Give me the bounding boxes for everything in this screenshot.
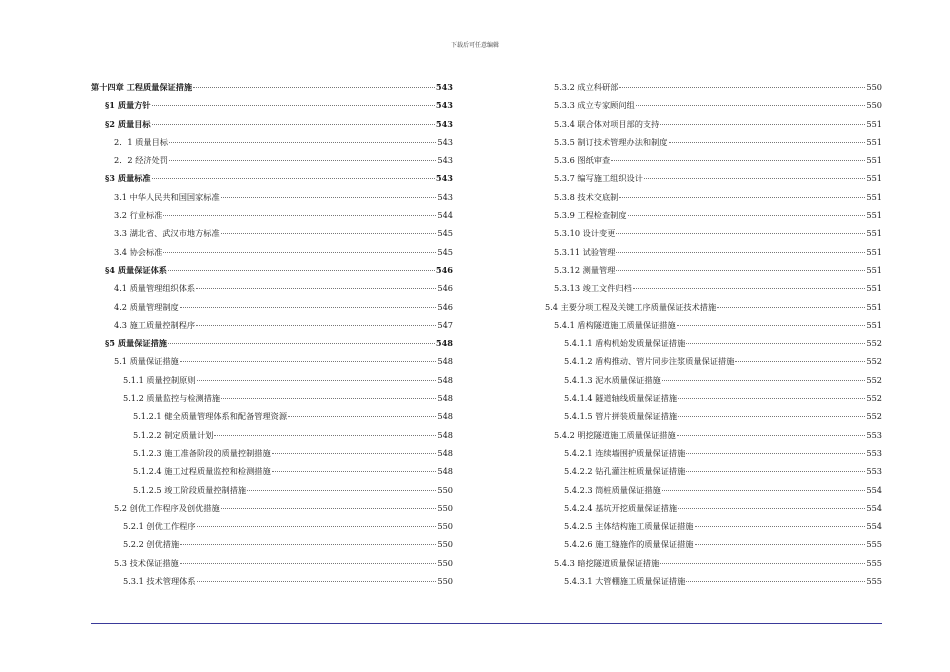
toc-entry[interactable] xyxy=(545,192,882,210)
toc-entry-title: 5.1.2 质量监控与检测措施 xyxy=(123,393,221,404)
toc-entry-page-number: 551 xyxy=(866,319,882,330)
toc-entry-page-number: 555 xyxy=(866,557,882,568)
toc-entry[interactable] xyxy=(545,228,882,246)
toc-entry-title: 5.1.2.3 施工准备阶段的质量控制措施 xyxy=(133,447,271,458)
toc-entry[interactable] xyxy=(91,466,453,484)
toc-entry-title: 5.4.1.3 泥水质量保证措施 xyxy=(564,374,661,385)
toc-entry[interactable] xyxy=(91,485,453,503)
toc-entry-title: 5.4.3.1 大管棚施工质量保证措施 xyxy=(564,576,686,587)
dot-leader xyxy=(678,416,865,417)
toc-entry[interactable] xyxy=(91,119,453,137)
toc-entry-title: 5.3.9 工程检查制度 xyxy=(554,210,627,221)
toc-entry-title: 5.1.2.5 竣工阶段质量控制措施 xyxy=(133,484,247,495)
toc-entry-title: 5.3.13 竣工文件归档 xyxy=(554,283,632,294)
dot-leader xyxy=(616,270,865,271)
toc-entry-title: §3 质量标准 xyxy=(105,173,151,184)
toc-entry-page-number: 554 xyxy=(866,521,882,532)
toc-entry[interactable] xyxy=(91,100,453,118)
dot-leader xyxy=(660,124,865,125)
dot-leader xyxy=(686,453,865,454)
dot-leader xyxy=(644,178,865,179)
dot-leader xyxy=(695,544,866,545)
dot-leader xyxy=(717,307,865,308)
toc-entry-title: 4.1 质量管理组织体系 xyxy=(114,283,196,294)
dot-leader xyxy=(152,178,435,179)
toc-entry-page-number: 553 xyxy=(866,466,882,477)
dot-leader xyxy=(163,215,436,216)
toc-entry-page-number: 550 xyxy=(866,100,882,111)
toc-entry[interactable] xyxy=(545,539,882,557)
dot-leader xyxy=(669,142,866,143)
toc-entry-title: 5.2 创优工作程序及创优措施 xyxy=(114,502,220,513)
dot-leader xyxy=(152,105,435,106)
toc-entry-page-number: 550 xyxy=(437,539,453,550)
toc-entry-page-number: 544 xyxy=(437,210,453,221)
toc-entry-page-number: 551 xyxy=(866,301,882,312)
toc-entry[interactable] xyxy=(91,521,453,539)
toc-entry-page-number: 548 xyxy=(437,447,453,458)
toc-entry-page-number: 550 xyxy=(437,521,453,532)
dot-leader xyxy=(197,581,437,582)
toc-entry-page-number: 553 xyxy=(866,429,882,440)
toc-entry-page-number: 548 xyxy=(437,356,453,367)
toc-entry[interactable] xyxy=(545,338,882,356)
toc-entry[interactable] xyxy=(91,82,453,100)
toc-entry[interactable] xyxy=(91,503,453,521)
footer-rule xyxy=(91,623,882,624)
toc-entry[interactable] xyxy=(545,82,882,100)
toc-entry-page-number: 548 xyxy=(437,466,453,477)
toc-entry[interactable] xyxy=(91,210,453,228)
dot-leader xyxy=(180,544,436,545)
dot-leader xyxy=(272,471,437,472)
toc-entry-page-number: 552 xyxy=(866,393,882,404)
dot-leader xyxy=(152,124,435,125)
dot-leader xyxy=(214,435,436,436)
toc-entry-page-number: 553 xyxy=(866,447,882,458)
toc-entry-title: 3.3 湖北省、武汉市地方标准 xyxy=(114,228,220,239)
toc-entry-page-number: 543 xyxy=(435,173,453,184)
dot-leader xyxy=(197,526,437,527)
dot-leader xyxy=(168,343,435,344)
toc-entry-title: 5.4.2.5 主体结构施工质量保证措施 xyxy=(564,521,694,532)
toc-entry-page-number: 547 xyxy=(437,319,453,330)
toc-entry-title: 5.2.2 创优措施 xyxy=(123,539,180,550)
dot-leader xyxy=(633,288,866,289)
toc-entry-title: 5.3.11 试验管理 xyxy=(554,246,616,257)
toc-entry-page-number: 543 xyxy=(437,136,453,147)
dot-leader xyxy=(619,197,865,198)
toc-entry-title: 5.4.2.1 连续墙围护质量保证措施 xyxy=(564,447,686,458)
toc-entry-title: 5.4.1 盾构隧道施工质量保证措施 xyxy=(554,319,676,330)
toc-entry-title: 5.3.1 技术管理体系 xyxy=(123,576,196,587)
toc-entry[interactable] xyxy=(545,283,882,301)
toc-entry-page-number: 550 xyxy=(437,502,453,513)
toc-entry[interactable] xyxy=(545,448,882,466)
toc-entry-title: 5.1 质量保证措施 xyxy=(114,356,179,367)
toc-entry-title: 3.1 中华人民共和国国家标准 xyxy=(114,191,220,202)
dot-leader xyxy=(686,343,865,344)
toc-entry-page-number: 550 xyxy=(437,576,453,587)
toc-entry-page-number: 548 xyxy=(437,393,453,404)
toc-entry-title: 5.1.2.4 施工过程质量监控和检测措施 xyxy=(133,466,271,477)
toc-entry-title: 2．1 质量目标 xyxy=(114,136,168,147)
toc-entry-title: 5.1.2.2 制定质量计划 xyxy=(133,429,214,440)
toc-entry[interactable] xyxy=(545,356,882,374)
dot-leader xyxy=(611,160,865,161)
toc-entry[interactable] xyxy=(91,558,453,576)
toc-entry-title: 5.3.10 设计变更 xyxy=(554,228,616,239)
toc-entry[interactable] xyxy=(91,228,453,246)
toc-entry-page-number: 554 xyxy=(866,484,882,495)
toc-entry[interactable] xyxy=(91,283,453,301)
dot-leader xyxy=(168,270,435,271)
toc-entry-page-number: 546 xyxy=(437,301,453,312)
toc-entry-page-number: 551 xyxy=(866,136,882,147)
toc-entry-title: 5.4.1.4 隧道轴线质量保证措施 xyxy=(564,393,678,404)
toc-entry-page-number: 543 xyxy=(437,155,453,166)
dot-leader xyxy=(288,416,436,417)
toc-entry-title: 5.3.3 成立专家顾问组 xyxy=(554,100,635,111)
page-header-note: 下载后可任意编辑 xyxy=(450,42,499,49)
toc-entry-title: §4 质量保证体系 xyxy=(105,264,167,275)
dot-leader xyxy=(662,490,866,491)
toc-entry-page-number: 548 xyxy=(437,411,453,422)
toc-entry[interactable] xyxy=(545,155,882,173)
toc-entry-title: 5.3.7 编写施工组织设计 xyxy=(554,173,643,184)
toc-entry-page-number: 551 xyxy=(866,246,882,257)
dot-leader xyxy=(616,252,865,253)
toc-entry-title: 5.4 主要分项工程及关键工序质量保证技术措施 xyxy=(545,301,717,312)
toc-entry-title: 第十四章 工程质量保证措施 xyxy=(91,82,193,92)
dot-leader xyxy=(636,105,866,106)
toc-entry-page-number: 543 xyxy=(435,100,453,111)
dot-leader xyxy=(678,398,865,399)
toc-entry-page-number: 548 xyxy=(435,338,453,349)
toc-entry[interactable] xyxy=(545,247,882,265)
toc-entry-title: 5.4.1.1 盾构机始发质量保证措施 xyxy=(564,338,686,349)
toc-entry-page-number: 546 xyxy=(437,283,453,294)
toc-entry-page-number: 551 xyxy=(866,155,882,166)
dot-leader xyxy=(686,581,865,582)
dot-leader xyxy=(678,508,865,509)
toc-entry-title: 5.1.2.1 健全质量管理体系和配备管理资源 xyxy=(133,411,288,422)
dot-leader xyxy=(221,508,437,509)
toc-entry-title: 5.3.8 技术交底制 xyxy=(554,191,619,202)
toc-entry-page-number: 550 xyxy=(437,484,453,495)
dot-leader xyxy=(163,252,436,253)
toc-entry[interactable] xyxy=(545,485,882,503)
dot-leader xyxy=(180,361,437,362)
toc-entry-title: 5.4.1.5 管片拼装质量保证措施 xyxy=(564,411,678,422)
dot-leader xyxy=(686,471,865,472)
toc-entry-page-number: 551 xyxy=(866,118,882,129)
dot-leader xyxy=(169,142,436,143)
toc-entry[interactable] xyxy=(91,247,453,265)
dot-leader xyxy=(628,215,866,216)
toc-entry-title: 5.1.1 质量控制原则 xyxy=(123,374,196,385)
toc-entry-page-number: 551 xyxy=(866,173,882,184)
dot-leader xyxy=(221,398,436,399)
toc-entry[interactable] xyxy=(545,576,882,594)
toc-entry-page-number: 555 xyxy=(866,576,882,587)
toc-entry[interactable] xyxy=(545,558,882,576)
dot-leader xyxy=(677,325,866,326)
toc-entry[interactable] xyxy=(91,320,453,338)
dot-leader xyxy=(677,435,866,436)
toc-entry[interactable] xyxy=(91,173,453,191)
toc-entry[interactable] xyxy=(545,210,882,228)
toc-entry-title: §2 质量目标 xyxy=(105,118,151,129)
toc-entry-title: 5.3.6 图纸审查 xyxy=(554,155,611,166)
toc-entry-title: 4.2 质量管理制度 xyxy=(114,301,179,312)
toc-entry[interactable] xyxy=(91,393,453,411)
dot-leader xyxy=(196,325,436,326)
dot-leader xyxy=(180,307,437,308)
dot-leader xyxy=(221,197,437,198)
toc-entry[interactable] xyxy=(91,539,453,557)
dot-leader xyxy=(169,160,436,161)
toc-entry-page-number: 551 xyxy=(866,264,882,275)
toc-entry[interactable] xyxy=(91,356,453,374)
toc-entry-title: 5.3.12 测量管理 xyxy=(554,264,616,275)
toc-entry-page-number: 546 xyxy=(435,264,453,275)
toc-entry-title: 3.4 协会标准 xyxy=(114,246,163,257)
toc-entry-page-number: 552 xyxy=(866,356,882,367)
dot-leader xyxy=(193,87,435,88)
toc-entry-page-number: 552 xyxy=(866,338,882,349)
toc-entry-page-number: 552 xyxy=(866,374,882,385)
toc-entry[interactable] xyxy=(91,411,453,429)
toc-entry-page-number: 545 xyxy=(437,246,453,257)
toc-entry[interactable] xyxy=(545,173,882,191)
toc-entry[interactable] xyxy=(545,393,882,411)
toc-entry-title: 5.3.2 成立科研部 xyxy=(554,82,619,92)
toc-entry[interactable] xyxy=(91,192,453,210)
toc-entry[interactable] xyxy=(91,576,453,594)
toc-entry[interactable] xyxy=(91,375,453,393)
toc-entry-page-number: 551 xyxy=(866,191,882,202)
toc-entry-title: 2．2 经济处罚 xyxy=(114,155,168,166)
toc-entry-title: §5 质量保证措施 xyxy=(105,338,167,349)
toc-entry-title: 5.4.2.2 钻孔灌注桩质量保证措施 xyxy=(564,466,686,477)
toc-entry[interactable] xyxy=(91,137,453,155)
toc-entry[interactable] xyxy=(545,119,882,137)
toc-entry-title: 5.4.3 暗挖隧道质量保证措施 xyxy=(554,557,660,568)
toc-entry-title: 5.3.5 制订技术管理办法和制度 xyxy=(554,136,668,147)
toc-entry-title: 3.2 行业标准 xyxy=(114,210,163,221)
toc-entry-page-number: 550 xyxy=(437,557,453,568)
dot-leader xyxy=(619,87,865,88)
dot-leader xyxy=(660,563,865,564)
toc-entry-page-number: 548 xyxy=(437,429,453,440)
dot-leader xyxy=(735,361,865,362)
toc-entry-page-number: 548 xyxy=(437,374,453,385)
dot-leader xyxy=(616,233,865,234)
dot-leader xyxy=(180,563,437,564)
toc-entry[interactable] xyxy=(545,411,882,429)
toc-entry[interactable] xyxy=(91,338,453,356)
toc-entry[interactable] xyxy=(545,521,882,539)
toc-entry-page-number: 555 xyxy=(866,539,882,550)
dot-leader xyxy=(662,380,866,381)
toc-entry[interactable] xyxy=(545,302,882,320)
toc-entry-page-number: 552 xyxy=(866,411,882,422)
toc-entry[interactable] xyxy=(91,302,453,320)
toc-entry-page-number: 551 xyxy=(866,228,882,239)
toc-entry-page-number: 543 xyxy=(435,82,453,92)
dot-leader xyxy=(197,380,437,381)
toc-entry-page-number: 551 xyxy=(866,210,882,221)
toc-entry[interactable] xyxy=(91,265,453,283)
toc-entry-page-number: 551 xyxy=(866,283,882,294)
toc-entry-page-number: 545 xyxy=(437,228,453,239)
toc-entry-page-number: 543 xyxy=(437,191,453,202)
toc-entry[interactable] xyxy=(545,375,882,393)
toc-entry-title: 5.4.2 明挖隧道施工质量保证措施 xyxy=(554,429,676,440)
toc-entry[interactable] xyxy=(91,430,453,448)
toc-entry-title: §1 质量方针 xyxy=(105,100,151,111)
toc-entry[interactable] xyxy=(545,466,882,484)
dot-leader xyxy=(221,233,437,234)
toc-entry-title: 5.4.2.4 基坑开挖质量保证措施 xyxy=(564,502,678,513)
toc-entry-title: 5.4.2.6 施工缝施作的质量保证措施 xyxy=(564,539,694,550)
dot-leader xyxy=(272,453,437,454)
toc-entry-page-number: 550 xyxy=(866,82,882,92)
toc-entry-page-number: 543 xyxy=(435,118,453,129)
toc-entry-page-number: 554 xyxy=(866,502,882,513)
toc-entry-title: 4.3 施工质量控制程序 xyxy=(114,319,196,330)
toc-entry-title: 5.3.4 联合体对项目部的支持 xyxy=(554,118,660,129)
toc-entry[interactable] xyxy=(545,503,882,521)
toc-entry[interactable] xyxy=(545,265,882,283)
toc-entry-title: 5.2.1 创优工作程序 xyxy=(123,521,196,532)
toc-entry-title: 5.4.1.2 盾构推动、管片同步注浆质量保证措施 xyxy=(564,356,735,367)
toc-entry[interactable] xyxy=(545,430,882,448)
toc-entry[interactable] xyxy=(545,100,882,118)
dot-leader xyxy=(695,526,866,527)
toc-entry[interactable] xyxy=(545,137,882,155)
toc-entry[interactable] xyxy=(91,155,453,173)
toc-right-column xyxy=(545,82,882,594)
dot-leader xyxy=(196,288,436,289)
toc-entry[interactable] xyxy=(91,448,453,466)
toc-entry-title: 5.3 技术保证措施 xyxy=(114,557,179,568)
dot-leader xyxy=(247,490,436,491)
toc-entry-title: 5.4.2.3 筒桩质量保证措施 xyxy=(564,484,661,495)
toc-left-column xyxy=(91,82,453,594)
toc-entry[interactable] xyxy=(545,320,882,338)
